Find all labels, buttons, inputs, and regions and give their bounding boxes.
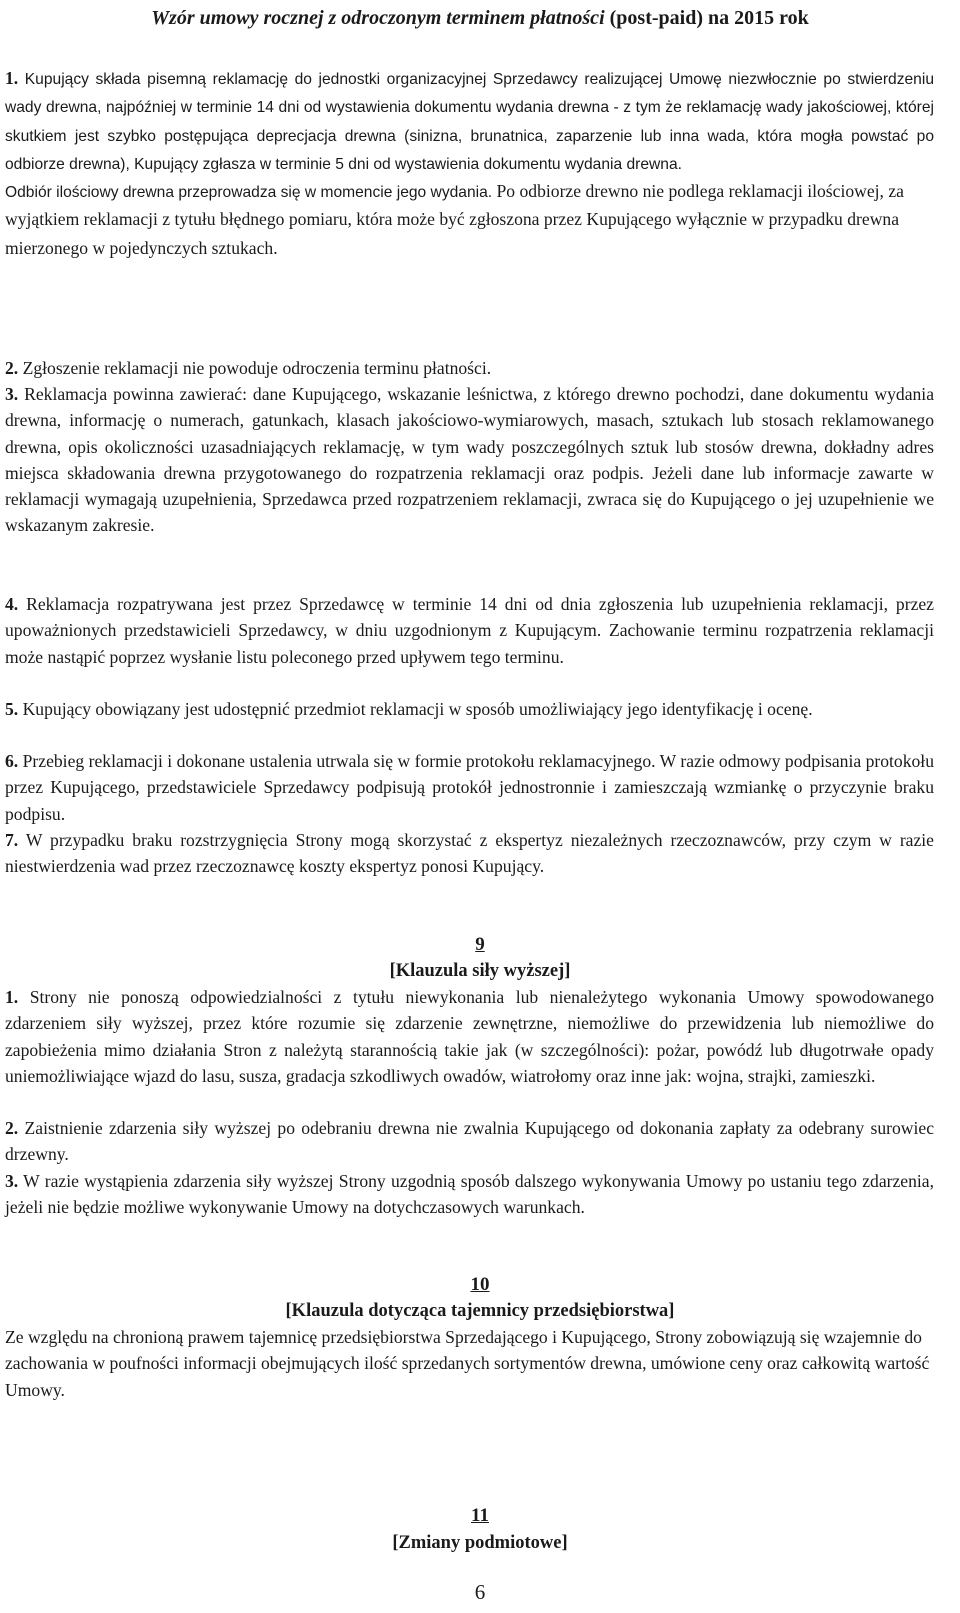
s8-p3-number: 3. (5, 384, 19, 404)
section-9-title: [Klauzula siły wyższej] (389, 961, 571, 981)
section-11-title: [Zmiany podmiotowe] (392, 1533, 568, 1553)
document-header (0, 4, 960, 32)
s8-p1-sans2: Odbiór ilościowy drewna przeprowadza się w momencie jego wydania. (5, 184, 493, 202)
s8-p6-number: 6. (5, 751, 19, 771)
s9-paragraph-1 (5, 984, 934, 1089)
section-9-number: 9 (475, 934, 485, 955)
s8-paragraph-7 (5, 827, 934, 880)
s8-p1-text-2 (5, 178, 934, 263)
s8-paragraph-6 (5, 748, 934, 827)
header-title-italic: Wzór umowy rocznej z odroczonym terminem płatności (151, 7, 605, 29)
s9-p2-number: 2. (5, 1118, 19, 1138)
s8-paragraph-2 (5, 355, 934, 381)
s8-p4-text: Reklamacja rozpatrywana jest przez Sprzedawcę w terminie 14 dni od dnia zgłoszenia lub uzupełnienia reklamacji, przez upoważnionych przedstawicieli Sprzedawcy, w dniu uzgodnionym z Kupującym. Zachowanie terminu rozpatrzenia reklamacji może nastąpić poprzez wysłanie listu poleconego przed upływem tego terminu. (5, 594, 934, 667)
s9-p3-text: W razie wystąpienia zdarzenia siły wyższej Strony uzgodnią sposób dalszego wykonywania Umowy po ustaniu tego zdarzenia, jeżeli nie będzie możliwe wykonywanie Umowy na dotychczasowych warunkach. (5, 1171, 934, 1218)
section-10-number: 10 (470, 1274, 490, 1295)
s10-paragraph-1: Ze względu na chronioną prawem tajemnicę przedsiębiorstwa Sprzedającego i Kupującego, Strony zobowiązują się wzajemnie do zachowania w poufności informacji obejmujących ilość sprzedanych sortymentów drewna, umówione ceny oraz całkowitą wartość Umowy. (5, 1327, 930, 1400)
s8-p7-number: 7. (5, 830, 19, 850)
s8-p5-text: Kupujący obowiązany jest udostępnić przedmiot reklamacji w sposób umożliwiający jego identyfikację i ocenę. (18, 699, 813, 719)
s8-paragraph-4 (5, 591, 934, 670)
s8-p2-number: 2. (5, 358, 19, 378)
s8-paragraph-5 (5, 696, 934, 722)
s8-p1-text: Kupujący składa pisemną reklamację do jednostki organizacyjnej Sprzedawcy realizującej Umowę niezwłocznie po stwierdzeniu wady drewna, najpóźniej w terminie 14 dni od wystawienia dokumentu wydania drewna - z tym że reklamację wady jakościowej, której skutkiem jest szybko postępująca deprecjacja drewna (sinizna, brunatnica, zaparzenie lub inna wada, która mogła powstać po odbiorze drewna), Kupujący zgłasza w terminie 5 dni od wystawienia dokumentu wydania drewna. (5, 71, 934, 173)
s9-paragraph-2 (5, 1115, 934, 1168)
s8-p7-text: W przypadku braku rozstrzygnięcia Strony mogą skorzystać z ekspertyz niezależnych rzeczoznawców, przy czym w razie niestwierdzenia wad przez rzeczoznawcę koszty ekspertyz ponosi Kupujący. (5, 830, 934, 877)
s8-p2-text: Zgłoszenie reklamacji nie powoduje odroczenia terminu płatności. (18, 358, 492, 378)
s8-p3-text: Reklamacja powinna zawierać: dane Kupującego, wskazanie leśnictwa, z którego drewno pochodzi, dane dokumentu wydania drewna, informację o numerach, gatunkach, klasach jakościowo-wymiarowych, masach, sztukach lub stosach reklamowanego drewna, opis okoliczności uzasadniających reklamację, w tym wady poszczególnych sztuk lub stosów drewna, dokładny adres miejsca składowania drewna przygotowanego do rozpatrzenia reklamacji oraz podpis. Jeżeli dane lub informacje zawarte w reklamacji wymagają uzupełnienia, Sprzedawca przed rozpatrzeniem reklamacji, zwraca się do Kupującego o jej uzupełnienie we wskazanym zakresie. (5, 384, 934, 536)
page-number: 6 (474, 1580, 486, 1604)
s9-p1-number: 1. (5, 987, 19, 1007)
s9-p3-number: 3. (5, 1171, 19, 1191)
s8-p4-number: 4. (5, 594, 19, 614)
header-title-rest: (post-paid) na 2015 rok (604, 7, 809, 29)
s8-paragraph-3 (5, 381, 934, 539)
s8-p5-number: 5. (5, 699, 19, 719)
s8-p1-number: 1. (5, 68, 19, 88)
section-10-title: [Klauzula dotycząca tajemnicy przedsiębiorstwa] (285, 1301, 675, 1321)
s8-paragraph-1 (5, 65, 934, 263)
s9-p2-text: Zaistnienie zdarzenia siły wyższej po odebraniu drewna nie zwalnia Kupującego od dokonania zapłaty za odebrany surowiec drzewny. (5, 1118, 934, 1165)
s9-p1-text: Strony nie ponoszą odpowiedzialności z tytułu niewykonania lub nienależytego wykonania Umowy spowodowanego zdarzeniem siły wyższej, przez które rozumie się zdarzenie zewnętrzne, niemożliwe do przewidzenia lub niemożliwe do zapobieżenia mimo działania Stron z należytą starannością takie jak (w szczególności): pożar, powódź lub długotrwałe opady uniemożliwiające wjazd do lasu, susza, gradacja szkodliwych owadów, wiatrołomy oraz inne jak: wojna, strajki, zamieszki. (5, 987, 934, 1086)
s8-p6-text: Przebieg reklamacji i dokonane ustalenia utrwala się w formie protokołu reklamacyjnego. W razie odmowy podpisania protokołu przez Kupującego, przedstawiciele Sprzedawcy podpisują protokół jednostronnie i zamieszczają wzmiankę o przyczynie braku podpisu. (5, 751, 934, 824)
s9-paragraph-3 (5, 1168, 934, 1221)
section-11-number: 11 (471, 1505, 489, 1526)
s8-p1-serif: Po odbiorze drewno nie podlega reklamacji ilościowej, za wyjątkiem reklamacji z tytułu błędnego pomiaru, która może być zgłoszona przez Kupującego wyłącznie w przypadku drewna mierzonego w pojedynczych sztukach. (5, 181, 904, 258)
